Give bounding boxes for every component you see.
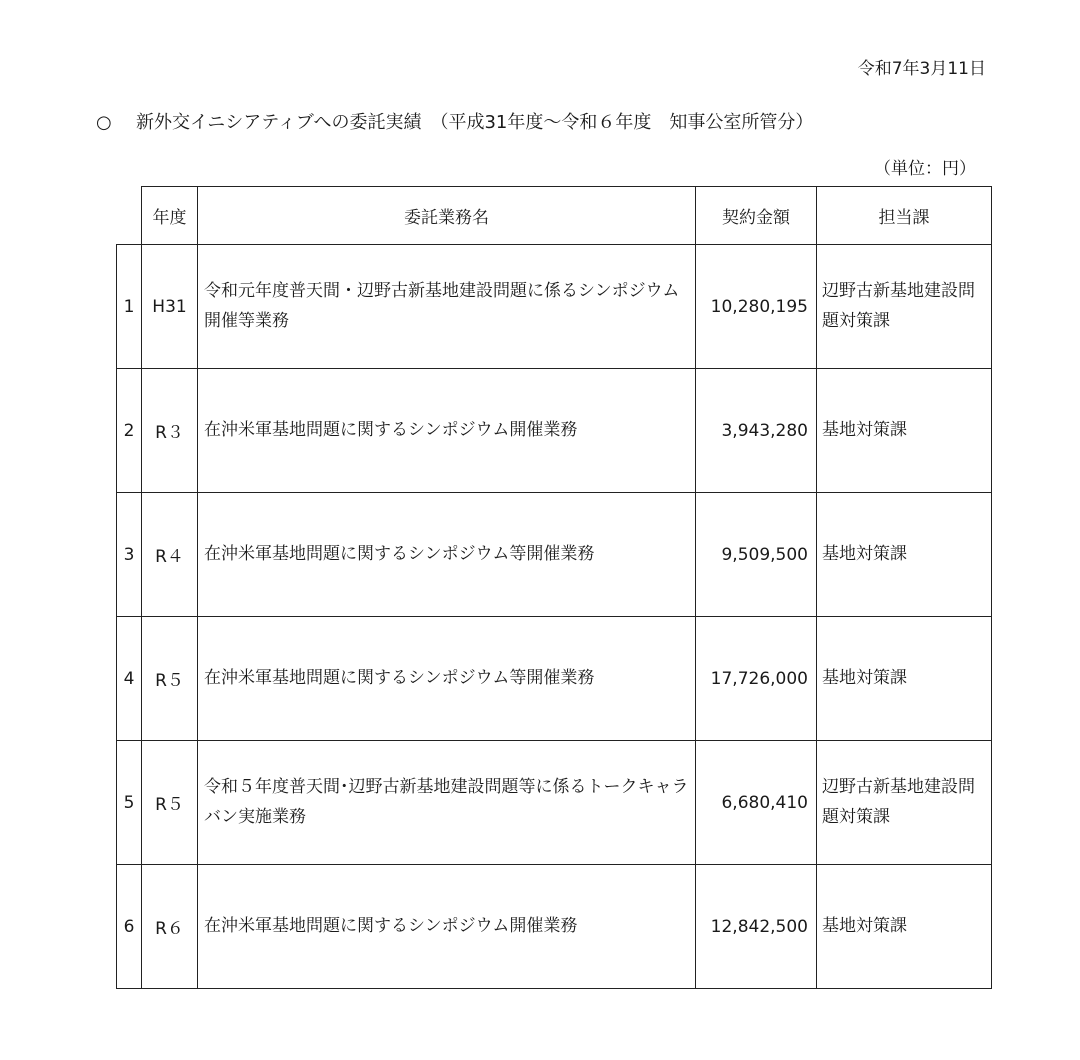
- header-task-name: 委託業務名: [198, 187, 696, 245]
- row-department: 基地対策課: [817, 865, 992, 989]
- contract-records-table: [116, 186, 992, 989]
- row-department: 辺野古新基地建設問題対策課: [817, 741, 992, 865]
- document-heading: [96, 108, 813, 134]
- table-row: [117, 493, 992, 617]
- row-task-name: 在沖米軍基地問題に関するシンポジウム開催業務: [198, 369, 696, 493]
- row-department: 基地対策課: [817, 369, 992, 493]
- table-row: [117, 245, 992, 369]
- row-task-name: 令和５年度普天間･辺野古新基地建設問題等に係るトークキャラバン実施業務: [198, 741, 696, 865]
- row-number: 6: [117, 865, 142, 989]
- row-task-name: 在沖米軍基地問題に関するシンポジウム開催業務: [198, 865, 696, 989]
- row-number: 5: [117, 741, 142, 865]
- row-amount: 17,726,000: [696, 617, 817, 741]
- table-row: [117, 865, 992, 989]
- row-department: 基地対策課: [817, 493, 992, 617]
- row-department: 基地対策課: [817, 617, 992, 741]
- row-amount: 6,680,410: [696, 741, 817, 865]
- row-number: 2: [117, 369, 142, 493]
- document-date: 令和7年3月11日: [857, 59, 986, 79]
- row-year: R５: [142, 617, 198, 741]
- row-number: 3: [117, 493, 142, 617]
- table-header-row: [117, 187, 992, 245]
- row-task-name: 在沖米軍基地問題に関するシンポジウム等開催業務: [198, 493, 696, 617]
- header-blank-cell: [117, 187, 142, 245]
- table-row: [117, 617, 992, 741]
- table-row: [117, 741, 992, 865]
- row-number: 1: [117, 245, 142, 369]
- row-amount: 3,943,280: [696, 369, 817, 493]
- row-amount: 12,842,500: [696, 865, 817, 989]
- row-year: R４: [142, 493, 198, 617]
- row-year: R６: [142, 865, 198, 989]
- unit-label: （単位：円）: [874, 159, 976, 179]
- heading-text: 新外交イニシアティブへの委託実績 （平成31年度～令和６年度 知事公室所管分）: [136, 112, 814, 133]
- table-row: [117, 369, 992, 493]
- row-task-name: 在沖米軍基地問題に関するシンポジウム等開催業務: [198, 617, 696, 741]
- header-department: 担当課: [817, 187, 992, 245]
- header-year: 年度: [142, 187, 198, 245]
- row-department: 辺野古新基地建設問題対策課: [817, 245, 992, 369]
- circle-bullet-icon: ○: [96, 112, 112, 133]
- header-contract-amount: 契約金額: [696, 187, 817, 245]
- row-amount: 10,280,195: [696, 245, 817, 369]
- row-task-name: 令和元年度普天間・辺野古新基地建設問題に係るシンポジウム開催等業務: [198, 245, 696, 369]
- row-year: H31: [142, 245, 198, 369]
- row-number: 4: [117, 617, 142, 741]
- row-year: R５: [142, 741, 198, 865]
- row-year: R３: [142, 369, 198, 493]
- row-amount: 9,509,500: [696, 493, 817, 617]
